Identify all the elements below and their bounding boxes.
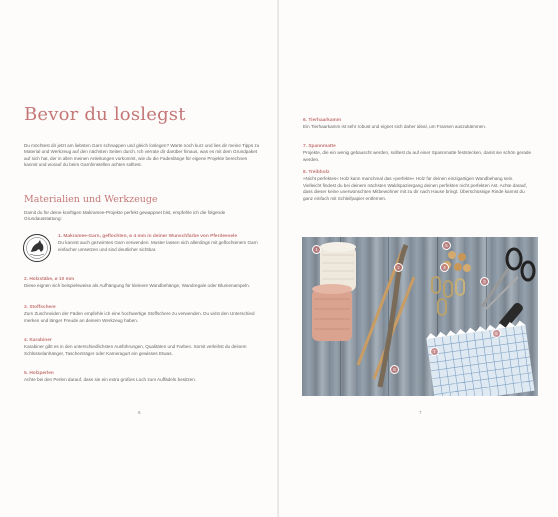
item-body: Du kannst auch gezwirntes Garn verwenden. Muster lassen sich allerdings mit geflochtenem Garn einfacher umsetzen und sind deutlicher sichtbar. [58, 240, 258, 252]
list-item [24, 277, 256, 290]
section-heading: Materialien und Werkzeuge [24, 194, 158, 205]
item-body: Karabiner gibt es in den unterschiedlichsten Ausführungen, Qualitäten und Farben. Somit verleihst du deinem Schlüsselanhänger, Taschenträger oder Kameragurt ein gewisses Etwas. [24, 344, 247, 356]
list-item [303, 144, 533, 163]
item-heading: 3. Stoffschere [24, 305, 56, 310]
page-number: 6 [138, 410, 141, 415]
item-body: Achte bei den Perlen darauf, dass sie ein extra großes Loch zum Auffädeln besitzen. [24, 377, 197, 383]
item-body: Projekte, die ein wenig gebauscht werden, solltest du auf einer Spannmatte feststecken, damit sie schön gerade werden. [303, 150, 532, 162]
photo-marker-2: 2 [394, 263, 403, 272]
item-heading: 8. Treibholz [303, 170, 330, 175]
list-item [303, 118, 533, 131]
list-item [303, 170, 533, 202]
list-item [24, 371, 256, 384]
section-intro: Damit du für deine künftigen Makramee-Projekte perfekt gewappnet bist, empfehle ich die folgende Grundausstattung: [24, 210, 226, 222]
photo-marker-7: 7 [430, 347, 439, 356]
item-heading: 5. Holzperlen [24, 371, 54, 376]
photo-marker-4: 4 [440, 263, 449, 272]
item-heading: 6. Tierhaarkamm [303, 118, 342, 123]
page-title: Bevor du loslegst [24, 104, 186, 125]
photo-marker-3: 3 [480, 277, 489, 286]
list-item [24, 338, 256, 357]
materials-illustration [302, 237, 538, 396]
item-body: Diese eignen sich beispielsweise als Aufhängung für kleinere Wandbehänge, Wandregale oder Blumenampeln. [24, 283, 250, 289]
list-item [24, 305, 256, 324]
photo-marker-1: 1 [312, 245, 321, 254]
item-body: Zum Zuschneiden der Fäden empfehle ich eine hochwertige Stoffschere zu verwenden. Du wirst den Unterschied merken und länger Freude an deinem Werkzeug haben. [24, 311, 255, 323]
brand-stamp-logo [22, 233, 52, 263]
item-heading: 1. Makramee-Garn, geflochten, ø 4 mm in deiner Wunschfarbe von Pferdeesele [58, 234, 238, 239]
item-heading: 2. Holzstäbe, ø 10 mm [24, 277, 75, 282]
page-number: 7 [419, 410, 422, 415]
list-item [58, 234, 258, 253]
intro-paragraph: Du möchtest dir jetzt am liebsten Garn schnappen und gleich loslegen? Warte noch kurz und lies dir meine Tipps zu Material und Werkzeug auf den nächsten Seiten durch. Ich verrate dir darüber hinaus, was es mit dem Grundpaket auf sich hat, der in allen meinen Anleitungen vorkommt, wie du die Fadenlänge für eigene Projekte berechnen kannst und worauf du beim Garnhinstellen achten solltest. [24, 143, 260, 168]
item-body: »Nicht perfektes« Holz kann manchmal das »perfekte« Holz für deinen einzigartigen Wandbehang sein. Vielleicht findest du bei deinem nächsten Waldspaziergang deinen perfekten nicht perfekten Ast. Achte darauf, dass dieser keine unerwünschten Mitbewohner mit zu dir nach Hause bringt. Überschüssige Rinde kannst du ganz einfach mit Schleifpapier entfernen. [303, 176, 527, 201]
photo-marker-6: 6 [492, 329, 501, 338]
materials-photo [302, 237, 538, 396]
item-body: Ein Tierhaarkamm ist sehr robust und eignet sich daher ideal, um Fransen auszukämmen. [303, 124, 487, 130]
photo-marker-8: 8 [390, 365, 399, 374]
item-heading: 7. Spannmatte [303, 144, 336, 149]
item-heading: 4. Karabiner [24, 338, 52, 343]
photo-marker-5: 5 [442, 241, 451, 250]
